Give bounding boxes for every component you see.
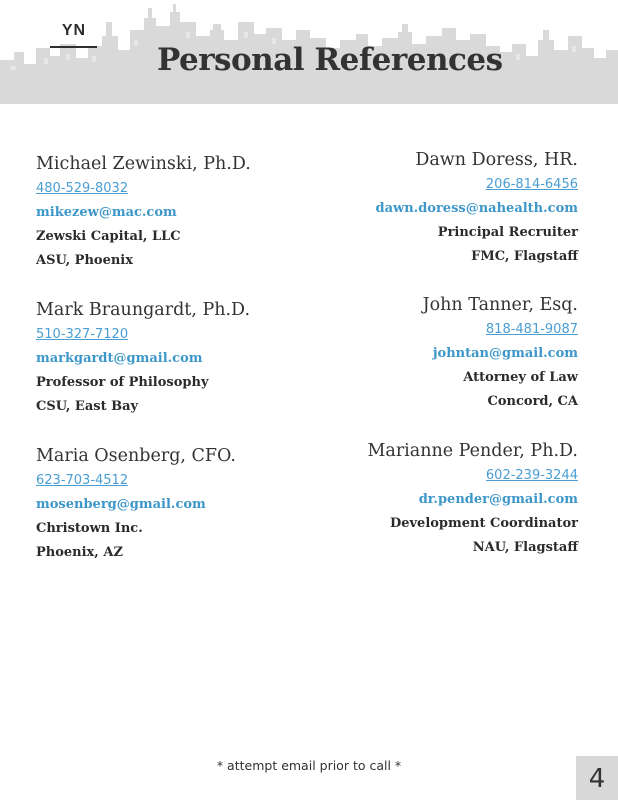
reference-location: NAU, Flagstaff: [472, 540, 578, 555]
reference-organization: Christown Inc.: [36, 521, 143, 536]
reference-location: FMC, Flagstaff: [471, 249, 578, 264]
reference-title: Attorney of Law: [463, 370, 578, 385]
monogram-underline: [50, 46, 97, 48]
reference-card: [36, 151, 298, 273]
page-number: 4: [588, 764, 606, 794]
reference-name: Maria Osenberg, CFO.: [36, 446, 236, 466]
reference-title: Principal Recruiter: [437, 225, 578, 240]
reference-card: [36, 297, 298, 419]
reference-phone-link[interactable]: 623-703-4512: [36, 473, 129, 488]
reference-phone-link[interactable]: 480-529-8032: [36, 181, 129, 196]
reference-email-link[interactable]: johntan@gmail.com: [432, 346, 578, 361]
reference-location: ASU, Phoenix: [36, 253, 133, 268]
reference-name: Marianne Pender, Ph.D.: [367, 441, 578, 461]
reference-card: [316, 292, 578, 414]
reference-organization: Zewski Capital, LLC: [36, 229, 181, 244]
reference-card: [316, 438, 578, 560]
reference-title: Development Coordinator: [389, 516, 578, 531]
page-number-box: [576, 756, 618, 800]
reference-location: CSU, East Bay: [36, 399, 139, 414]
reference-phone-link[interactable]: 818-481-9087: [485, 322, 578, 337]
reference-location: Phoenix, AZ: [36, 545, 123, 560]
reference-email-link[interactable]: dawn.doress@nahealth.com: [375, 201, 578, 216]
reference-phone-link[interactable]: 510-327-7120: [36, 327, 129, 342]
reference-email-link[interactable]: dr.pender@gmail.com: [418, 492, 578, 507]
reference-organization: Professor of Philosophy: [36, 375, 209, 390]
page-title: Personal References: [157, 42, 503, 78]
reference-name: John Tanner, Esq.: [422, 295, 578, 315]
reference-card: [36, 443, 298, 565]
footer-note: * attempt email prior to call *: [216, 758, 402, 773]
reference-name: Mark Braungardt, Ph.D.: [36, 300, 251, 320]
reference-email-link[interactable]: mosenberg@gmail.com: [36, 497, 206, 512]
reference-phone-link[interactable]: 206-814-6456: [485, 177, 578, 192]
monogram-logo: YN: [61, 22, 87, 39]
reference-name: Dawn Doress, HR.: [415, 150, 578, 170]
reference-card: [316, 147, 578, 269]
reference-name: Michael Zewinski, Ph.D.: [36, 154, 251, 174]
reference-phone-link[interactable]: 602-239-3244: [485, 468, 578, 483]
reference-email-link[interactable]: mikezew@mac.com: [36, 205, 177, 220]
reference-email-link[interactable]: markgardt@gmail.com: [36, 351, 203, 366]
reference-location: Concord, CA: [487, 394, 578, 409]
